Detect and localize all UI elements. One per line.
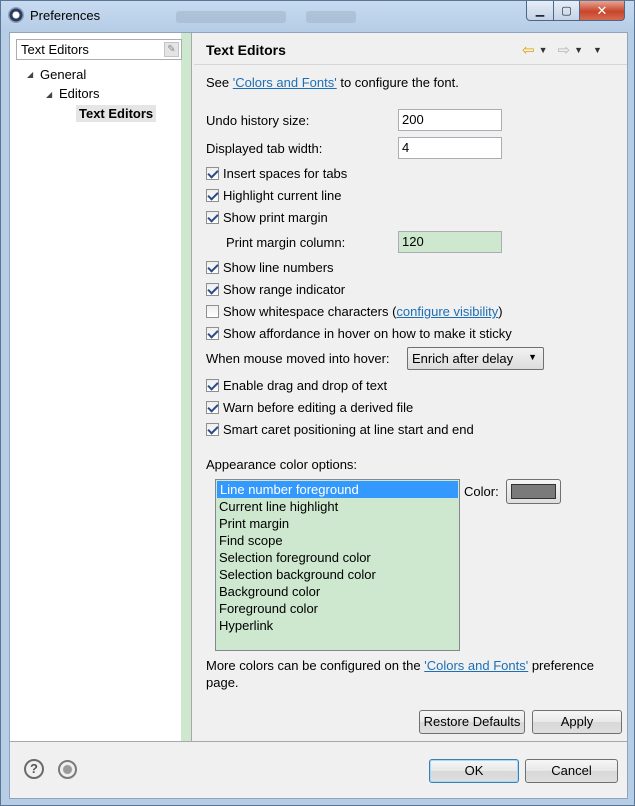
view-menu-icon[interactable]: ▼	[593, 45, 602, 55]
close-icon: ✕	[596, 2, 608, 18]
pane-edge-strip	[181, 33, 191, 741]
minimize-icon: ▁	[535, 5, 545, 17]
list-item[interactable]: Print margin	[219, 516, 290, 531]
checkbox-drag-and-drop[interactable]: Enable drag and drop of text	[206, 378, 387, 393]
color-picker-button[interactable]	[506, 479, 561, 504]
record-macro-icon[interactable]	[58, 760, 77, 779]
checkbox[interactable]	[206, 167, 219, 180]
expand-arrow-icon[interactable]: ◢	[27, 70, 34, 79]
checkbox-highlight-current-line[interactable]: Highlight current line	[206, 188, 342, 203]
tree-item-text-editors[interactable]: Text Editors	[76, 105, 156, 122]
list-item[interactable]: Hyperlink	[219, 618, 274, 633]
more-colors-note-line2: page.	[206, 675, 239, 690]
chevron-down-icon: ▼	[528, 352, 537, 362]
restore-defaults-button[interactable]: Restore Defaults	[419, 710, 525, 734]
checkbox[interactable]	[206, 401, 219, 414]
expand-arrow-icon[interactable]: ◢	[46, 90, 53, 99]
hover-mode-select[interactable]: Enrich after delay ▼	[407, 347, 544, 370]
undo-history-label: Undo history size:	[206, 113, 310, 128]
checkbox-insert-spaces[interactable]: Insert spaces for tabs	[206, 166, 347, 181]
list-item[interactable]: Find scope	[219, 533, 283, 548]
help-icon[interactable]: ?	[24, 759, 44, 779]
checkbox[interactable]	[206, 327, 219, 340]
hover-label: When mouse moved into hover:	[206, 351, 390, 366]
title-bar[interactable]	[1, 1, 634, 31]
checkbox-show-line-numbers[interactable]: Show line numbers	[206, 260, 334, 275]
divider	[10, 741, 627, 742]
close-button[interactable]	[579, 1, 625, 21]
checkbox-show-range-indicator[interactable]: Show range indicator	[206, 282, 345, 297]
apply-button[interactable]: Apply	[532, 710, 622, 734]
checkbox-warn-derived-file[interactable]: Warn before editing a derived file	[206, 400, 413, 415]
blurred-title-text	[176, 11, 286, 23]
colors-and-fonts-link[interactable]: 'Colors and Fonts'	[232, 75, 337, 90]
clear-filter-icon[interactable]: ✎	[164, 42, 179, 57]
filter-input-value: Text Editors	[21, 42, 89, 57]
blurred-title-text	[306, 11, 356, 23]
minimize-button[interactable]	[526, 1, 554, 21]
appearance-color-list[interactable]	[215, 479, 460, 651]
checkbox[interactable]	[206, 189, 219, 202]
text-editors-page	[194, 33, 627, 741]
print-margin-label: Print margin column:	[226, 235, 346, 250]
ok-button[interactable]: OK	[429, 759, 519, 783]
cancel-button[interactable]: Cancel	[525, 759, 618, 783]
print-margin-input[interactable]: 120	[398, 231, 502, 253]
dialog-client-area	[9, 32, 628, 799]
eclipse-app-icon	[8, 7, 24, 23]
list-item[interactable]: Background color	[219, 584, 321, 599]
checkbox[interactable]	[206, 423, 219, 436]
window-title: Preferences	[30, 8, 101, 23]
tab-width-input[interactable]: 4	[398, 137, 502, 159]
page-navigation	[522, 41, 608, 59]
configure-visibility-link[interactable]: configure visibility	[396, 304, 499, 319]
font-note: See 'Colors and Fonts' to configure the font.	[206, 75, 459, 90]
more-colors-note: More colors can be configured on the 'Colors and Fonts' preference	[206, 658, 594, 673]
list-item[interactable]: Selection foreground color	[219, 550, 371, 565]
tree-item-editors[interactable]: Editors	[59, 86, 100, 101]
checkbox-smart-caret[interactable]: Smart caret positioning at line start and end	[206, 422, 474, 437]
list-item[interactable]: Line number foreground	[217, 481, 458, 498]
appearance-label: Appearance color options:	[206, 457, 358, 472]
tab-width-label: Displayed tab width:	[206, 141, 323, 156]
preference-tree-pane	[10, 33, 192, 741]
checkbox-show-whitespace[interactable]: Show whitespace characters ( configure visibility )	[206, 304, 503, 319]
back-arrow-icon[interactable]: ⇦	[522, 42, 535, 59]
list-item[interactable]: Selection background color	[219, 567, 376, 582]
color-label: Color:	[464, 484, 499, 499]
forward-arrow-icon[interactable]: ⇨	[557, 42, 571, 59]
chevron-down-icon[interactable]: ▼	[574, 45, 583, 55]
checkbox[interactable]	[206, 305, 219, 318]
undo-history-input[interactable]: 200	[398, 109, 502, 131]
checkbox[interactable]	[206, 379, 219, 392]
maximize-icon: ▢	[561, 5, 572, 17]
colors-and-fonts-link[interactable]: 'Colors and Fonts'	[424, 658, 529, 673]
page-title: Text Editors	[206, 42, 286, 58]
checkbox-show-affordance[interactable]: Show affordance in hover on how to make it sticky	[206, 326, 512, 341]
color-swatch	[511, 484, 556, 499]
filter-input[interactable]	[16, 39, 182, 60]
checkbox[interactable]	[206, 261, 219, 274]
checkbox-show-print-margin[interactable]: Show print margin	[206, 210, 328, 225]
tree-item-general[interactable]: General	[40, 67, 87, 82]
checkbox[interactable]	[206, 283, 219, 296]
checkbox[interactable]	[206, 211, 219, 224]
list-item[interactable]: Current line highlight	[219, 499, 339, 514]
maximize-button[interactable]	[553, 1, 580, 21]
chevron-down-icon[interactable]: ▼	[538, 45, 548, 55]
divider	[194, 64, 627, 65]
list-item[interactable]: Foreground color	[219, 601, 318, 616]
